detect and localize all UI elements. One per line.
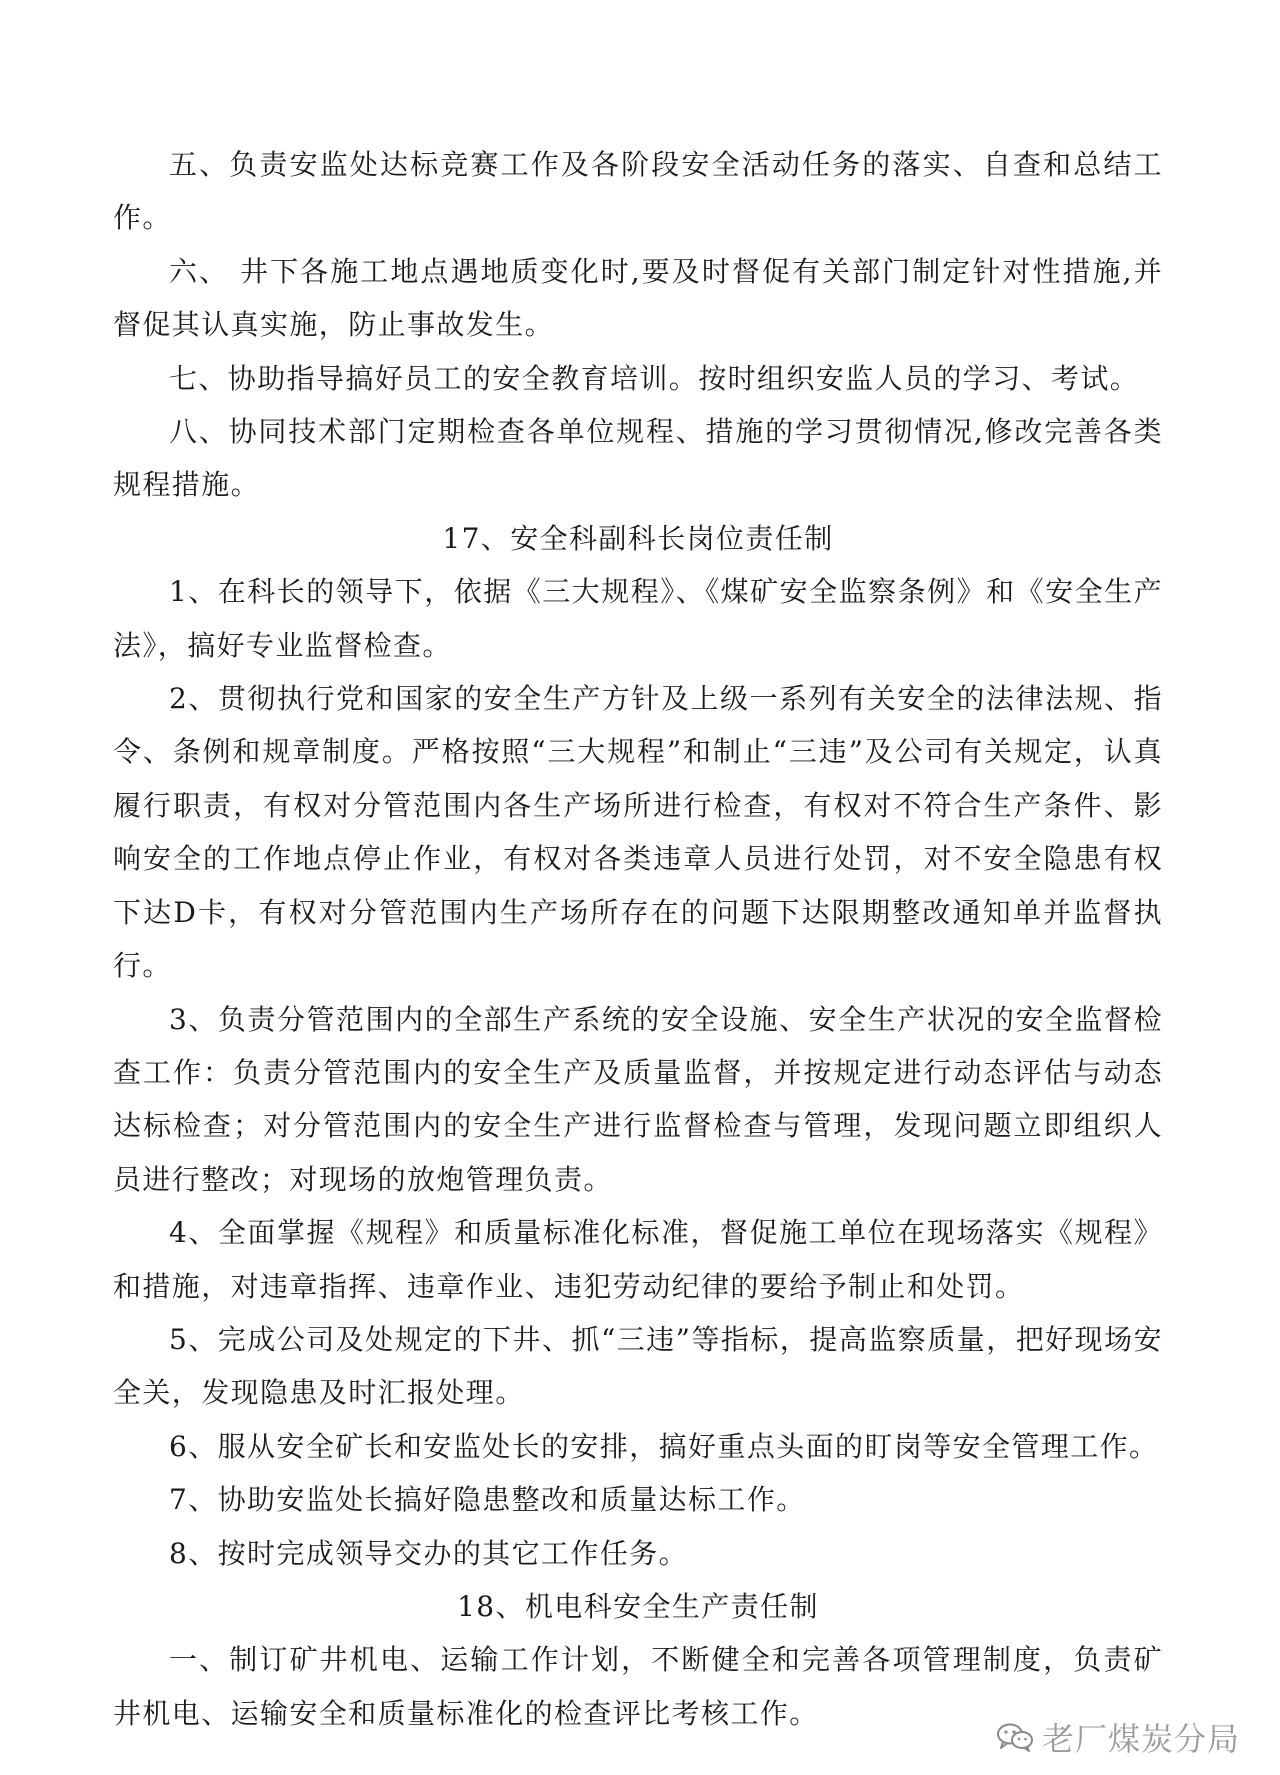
paragraph-7: 七、协助指导搞好员工的安全教育培训。按时组织安监人员的学习、考试。: [169, 361, 1140, 395]
section-heading-18: 18、机电科安全生产责任制: [457, 1589, 819, 1623]
paragraph-6: 六、 井下各施工地点遇地质变化时,要及时督促有关部门制定针对性措施,并督促其认真实施，防止事故发生。: [113, 254, 1163, 342]
clause-17-6: 6、服从安全矿长和安监处长的安排，搞好重点头面的盯岗等安全管理工作。: [169, 1429, 1159, 1463]
clause-17-8: 8、按时完成领导交办的其它工作任务。: [169, 1536, 689, 1570]
clause-17-4: 4、全面掌握《规程》和质量标准化标准，督促施工单位在现场落实《规程》和措施，对违章指挥、违章作业、违犯劳动纪律的要给予制止和处罚。: [113, 1216, 1163, 1303]
source-watermark: [996, 1717, 1240, 1757]
document-body: [113, 138, 1163, 1740]
wechat-icon: [996, 1722, 1034, 1752]
paragraph-5: 五、负责安监处达标竞赛工作及各阶段安全活动任务的落实、自查和总结工作。: [113, 148, 1163, 235]
clause-17-7: 7、协助安监处长搞好隐患整改和质量达标工作。: [169, 1483, 806, 1517]
clause-17-5: 5、完成公司及处规定的下井、抓“三违”等指标，提高监察质量，把好现场安全关，发现隐患及时汇报处理。: [113, 1322, 1163, 1410]
clause-17-1: 1、在科长的领导下，依据《三大规程》、《煤矿安全监察条例》和《安全生产法》，搞好专业监督检查。: [113, 575, 1163, 662]
watermark-text: 老厂煤炭分局: [1041, 1720, 1240, 1758]
clause-17-3: 3、负责分管范围内的全部生产系统的安全设施、安全生产状况的安全监督检查工作：负责分管范围内的安全生产及质量监督，并按规定进行动态评估与动态达标检查；对分管范围内的安全生产进行监督检查与管理，发现问题立即组织人员进行整改；对现场的放炮管理负责。: [113, 1002, 1163, 1196]
clause-18-1: 一、制订矿井机电、运输工作计划，不断健全和完善各项管理制度，负责矿井机电、运输安全和质量标准化的检查评比考核工作。: [113, 1643, 1163, 1730]
paragraph-8: 八、协同技术部门定期检查各单位规程、措施的学习贯彻情况,修改完善各类规程措施。: [113, 415, 1163, 502]
clause-17-2: 2、贯彻执行党和国家的安全生产方针及上级一系列有关安全的法律法规、指令、条例和规章制度。严格按照“三大规程”和制止“三违”及公司有关规定，认真履行职责，有权对分管范围内各生产场所进行检查，有权对不符合生产条件、影响安全的工作地点停止作业，有权对各类违章人员进行处罚，对不安全隐患有权下达D卡，有权对分管范围内生产场所存在的问题下达限期整改通知单并监督执行。: [113, 682, 1163, 983]
section-heading-17: 17、安全科副科长岗位责任制: [442, 521, 834, 555]
